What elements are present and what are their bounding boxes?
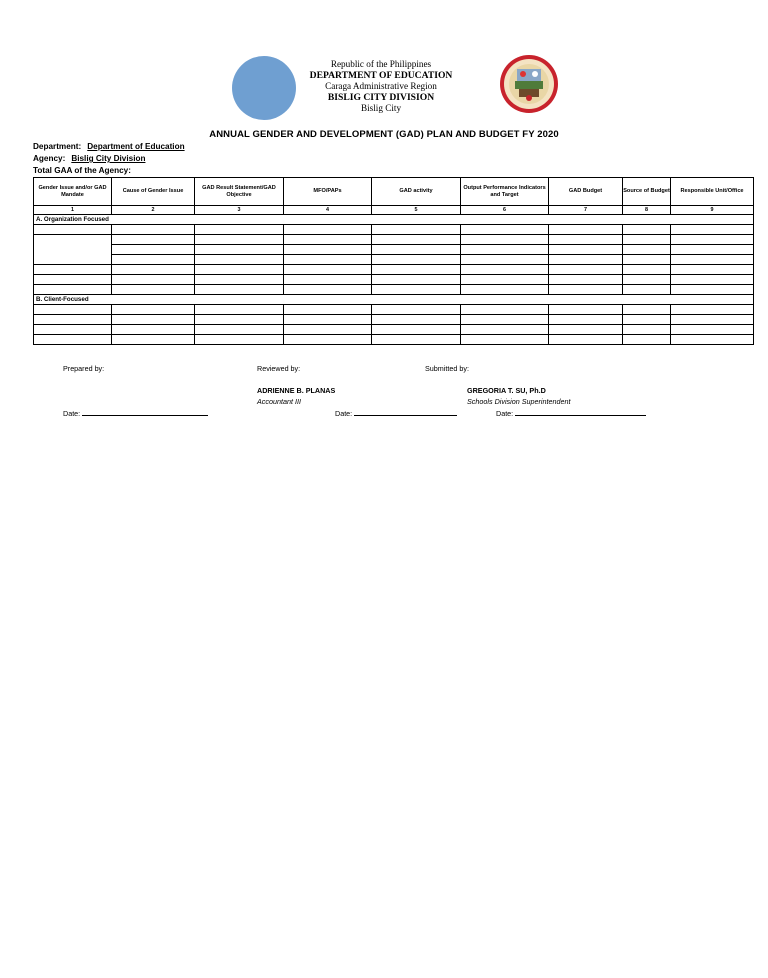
table-row (34, 225, 754, 235)
header-line-republic: Republic of the Philippines (330, 59, 432, 69)
agency-value: Bislig City Division (71, 154, 146, 163)
col-number: 5 (372, 206, 461, 215)
col-header-source-budget: Source of Budget (623, 178, 671, 206)
col-header-result-statement: GAD Result Statement/GAD Objective (195, 178, 284, 206)
col-number: 6 (461, 206, 549, 215)
submitter-name: GREGORIA T. SU, Ph.D (467, 386, 546, 395)
document-title: ANNUAL GENDER AND DEVELOPMENT (GAD) PLAN AND BUDGET FY 2020 (209, 129, 559, 140)
table-row (34, 305, 754, 315)
submitter-position: Schools Division Superintendent (467, 397, 571, 406)
prepared-date-line[interactable] (82, 408, 208, 416)
col-header-mfo-paps: MFO/PAPs (284, 178, 372, 206)
table-header-row (34, 178, 754, 206)
submitted-date-line[interactable] (515, 408, 646, 416)
col-header-gender-issue: Gender Issue and/or GAD Mandate (34, 178, 112, 206)
reviewed-by-label: Reviewed by: (257, 364, 301, 373)
col-number: 7 (549, 206, 623, 215)
prepared-date (63, 408, 208, 418)
table-row (34, 275, 754, 285)
table-row (34, 265, 754, 275)
date-label: Date: (335, 409, 353, 418)
col-header-gad-activity: GAD activity (372, 178, 461, 206)
column-number-row (34, 206, 754, 215)
col-number: 1 (34, 206, 112, 215)
col-number: 8 (623, 206, 671, 215)
col-header-output-indicators: Output Performance Indicators and Target (461, 178, 549, 206)
reviewer-position: Accountant III (257, 397, 301, 406)
date-label: Date: (63, 409, 81, 418)
table-row (34, 335, 754, 345)
col-header-cause: Cause of Gender Issue (112, 178, 195, 206)
table-row (34, 245, 754, 255)
section-row-organization (34, 215, 754, 225)
table-row (34, 285, 754, 295)
letterhead-text (300, 59, 462, 114)
header-line-deped: DEPARTMENT OF EDUCATION (309, 70, 453, 81)
reviewer-name: ADRIENNE B. PLANAS (257, 386, 336, 395)
letterhead (0, 54, 768, 124)
section-label-client: B. Client-Focused (34, 295, 754, 305)
agency-line (33, 154, 145, 163)
deped-seal-icon (499, 54, 559, 114)
section-row-client (34, 295, 754, 305)
table-row (34, 235, 754, 245)
department-line (33, 142, 185, 151)
header-line-city: Bislig City (360, 103, 402, 113)
prepared-by-label: Prepared by: (63, 364, 105, 373)
section-label-organization: A. Organization Focused (34, 215, 754, 225)
submitted-date (496, 408, 646, 418)
reviewed-date-line[interactable] (354, 408, 457, 416)
header-line-region: Caraga Administrative Region (325, 81, 437, 91)
table-row (34, 315, 754, 325)
date-label: Date: (496, 409, 514, 418)
agency-label: Agency: (33, 154, 66, 163)
division-logo-icon (232, 56, 296, 120)
col-number: 2 (112, 206, 195, 215)
col-header-responsible-unit: Responsible Unit/Office (671, 178, 754, 206)
col-header-gad-budget: GAD Budget (549, 178, 623, 206)
table-row (34, 255, 754, 265)
gad-plan-table (33, 177, 754, 345)
header-line-division: BISLIG CITY DIVISION (327, 92, 435, 103)
col-number: 9 (671, 206, 754, 215)
reviewed-date (335, 408, 457, 418)
department-label: Department: (33, 142, 82, 151)
col-number: 4 (284, 206, 372, 215)
table-row (34, 325, 754, 335)
submitted-by-label: Submitted by: (425, 364, 469, 373)
total-gaa-label: Total GAA of the Agency: (33, 166, 131, 175)
department-value: Department of Education (87, 142, 185, 151)
total-gaa-line (33, 166, 131, 175)
col-number: 3 (195, 206, 284, 215)
